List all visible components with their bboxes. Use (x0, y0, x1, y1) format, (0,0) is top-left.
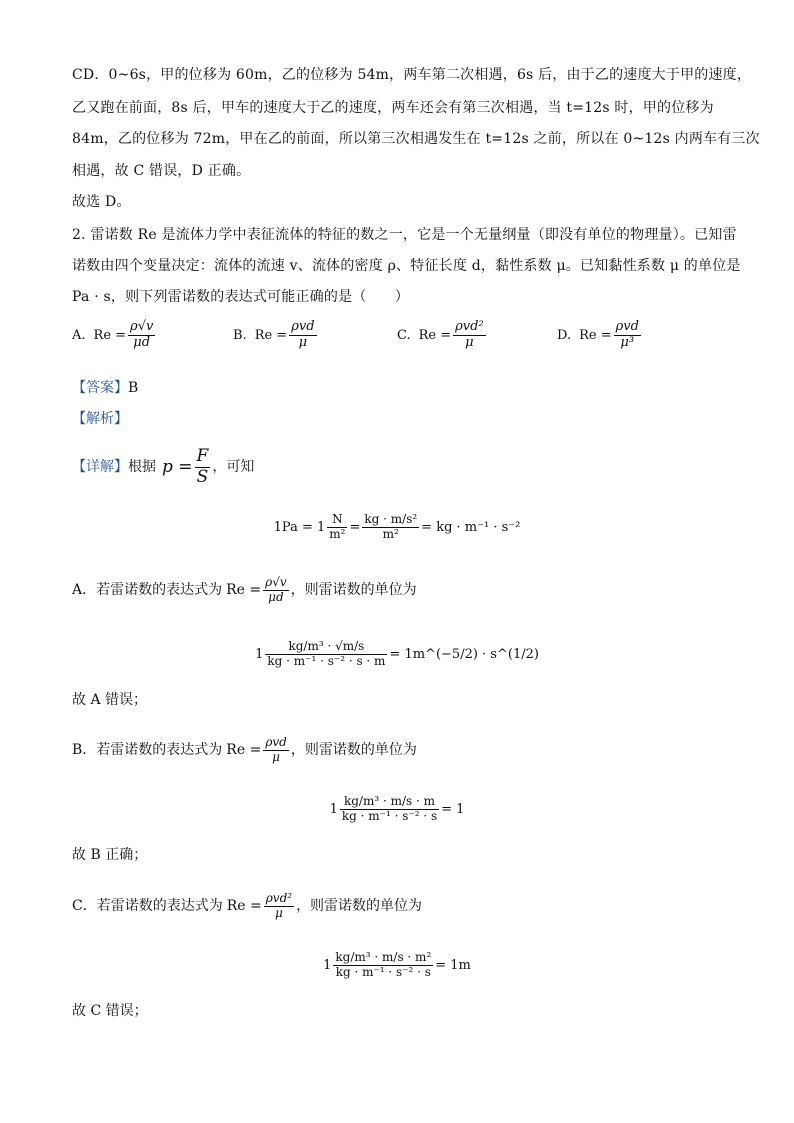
case-a-unit-equation: 1 $\frac{\text{kg/m³ · √m/s}}{\text{kg · m⁻¹ · s⁻² · s · m}}$ = 1m^(−5/2) · s^(1/2) (255, 639, 539, 668)
fraction-numerator: kg/m³ · √m/s (265, 640, 387, 655)
case-b-unit-equation: 1 $\frac{\text{kg/m³ · m/s · m}}{\text{kg · m⁻¹ · s⁻² · s}}$ = 1 (329, 794, 465, 823)
case-b-intro: B．若雷诺数的表达式为 Re = $\frac{\text{ρvd}}{\mu}$ ，则雷诺数的单位为 (72, 735, 417, 764)
fraction-numerator: ρvd (291, 319, 315, 334)
answer-line (72, 381, 138, 395)
case-c-intro: C．若雷诺数的表达式为 Re = $\frac{\text{ρvd²}}{\mu}$ ，则雷诺数的单位为 (72, 891, 423, 920)
fraction-denominator: μ (465, 334, 474, 350)
answer-value: B (128, 380, 139, 396)
fraction-numerator: kg · m/s² (364, 512, 418, 526)
formula-lhs: Re = (93, 327, 127, 343)
case-b-result: 故 B 正确； (72, 847, 148, 863)
formula-lhs: Re = (254, 327, 288, 343)
case-text: ，则雷诺数的单位为 (296, 898, 423, 915)
detail-tag: 【详解】 (72, 459, 128, 476)
analysis-line (72, 412, 128, 426)
detail-line (72, 447, 254, 487)
pressure-lhs: p = (162, 456, 193, 477)
fraction-denominator: S (196, 466, 209, 487)
equation-rhs: = 1m^(−5/2) · s^(1/2) (389, 646, 539, 662)
case-formula-fraction: $\frac{\text{ρvd²}}{\mu}$ (265, 891, 293, 920)
case-c-result: 故 C 错误； (72, 1003, 148, 1019)
conclusion-text: 故选 D。 (72, 194, 131, 210)
equation-lhs: 1Pa = 1 (273, 519, 326, 535)
option-label: D. (557, 327, 572, 343)
option-label: A. (72, 327, 86, 343)
analysis-tag: 【解析】 (72, 411, 128, 427)
equation-fraction (327, 513, 347, 542)
equation-rhs: = 1 (441, 801, 465, 817)
text-line: 乙又跑在前面，8s 后，甲车的速度大于乙的速度，两车还会有第三次相遇，当 t=12s 时，甲的位移为 (72, 100, 714, 116)
option-d (557, 320, 643, 351)
fraction-numerator: ρ√v (130, 319, 154, 334)
fraction-denominator: μd (133, 334, 151, 350)
formula-fraction (289, 320, 316, 351)
case-c-unit-equation: 1 $\frac{\text{kg/m³ · m/s · m²}}{\text{kg · m⁻¹ · s⁻² · s}}$ = 1m (323, 950, 471, 979)
fraction-numerator: ρvd (615, 319, 639, 334)
formula-fraction (453, 320, 486, 351)
formula-fraction (128, 320, 155, 351)
equation-fraction (362, 513, 419, 542)
option-label: C. (397, 327, 411, 343)
pascal-equation: 1Pa = 1 $\frac{N}{\text{m²}}$ = $\frac{\text{kg · m/s²}}{\text{m²}}$ = kg · m⁻¹ · s⁻² (273, 512, 521, 541)
fraction-numerator: ρvd² (455, 319, 484, 334)
option-a (72, 320, 157, 351)
equation-rhs: = 1m (435, 957, 471, 973)
case-text: ，则雷诺数的单位为 (290, 582, 417, 599)
equation-fraction (340, 795, 439, 824)
text-line: 相遇，故 C 错误，D 正确。 (72, 163, 251, 179)
case-text: B．若雷诺数的表达式为 (72, 742, 223, 759)
text-line: 84m，乙的位移为 72m，甲在乙的前面，所以第三次相遇发生在 t=12s 之前，所以在 0~12s 内两车有三次 (72, 131, 760, 147)
case-formula-fraction: $\frac{\rho√v}{\mu d}$ (265, 575, 287, 604)
fraction-numerator: F (196, 446, 209, 466)
option-c (397, 320, 488, 351)
equation-fraction (265, 640, 387, 669)
equation-fraction (333, 951, 433, 980)
fraction-numerator: N (327, 513, 347, 528)
detail-text: ，可知 (212, 459, 255, 476)
text-line: CD．0~6s，甲的位移为 60m，乙的位移为 54m，两车第二次相遇，6s 后，由于乙的速度大于甲的速度， (72, 67, 752, 83)
fraction-denominator: m² (329, 526, 346, 541)
case-text: A．若雷诺数的表达式为 (72, 582, 223, 599)
detail-text: 根据 (128, 459, 156, 476)
case-a-result: 故 A 错误； (72, 692, 148, 708)
fraction-denominator: kg · m⁻¹ · s⁻² · s (335, 964, 431, 979)
formula-lhs: Re = (579, 327, 612, 343)
pressure-fraction (195, 447, 211, 487)
fraction-denominator: μ (298, 334, 308, 350)
formula-fraction (614, 320, 641, 351)
text-line: Pa · s，则下列雷诺数的表达式可能正确的是（ ） (72, 289, 410, 305)
case-a-intro: A．若雷诺数的表达式为 Re = $\frac{\rho√v}{\mu d}$ ，则雷诺数的单位为 (72, 575, 417, 604)
case-text: C．若雷诺数的表达式为 (72, 898, 223, 915)
text-line: 2. 雷诺数 Re 是流体力学中表征流体的特征的数之一，它是一个无量纲量（即没有单位的物理量）。已知雷 (72, 227, 737, 243)
case-text: ，则雷诺数的单位为 (290, 742, 417, 759)
fraction-numerator: kg/m³ · m/s · m (340, 795, 439, 810)
equation-rhs: = kg · m⁻¹ · s⁻² (421, 519, 521, 535)
fraction-denominator: kg · m⁻¹ · s⁻² · s · m (267, 653, 386, 668)
formula-lhs: Re = (418, 327, 452, 343)
answer-tag: 【答案】 (72, 380, 128, 396)
option-b (233, 320, 319, 351)
fraction-denominator: m² (382, 526, 399, 541)
fraction-numerator: kg/m³ · m/s · m² (335, 950, 432, 964)
fraction-denominator: μ³ (620, 334, 635, 350)
fraction-denominator: kg · m⁻¹ · s⁻² · s (341, 808, 438, 823)
case-formula-fraction: $\frac{\text{ρvd}}{\mu}$ (265, 735, 287, 764)
option-label: B. (233, 327, 247, 343)
text-line: 诺数由四个变量决定：流体的流速 v、流体的密度 ρ、特征长度 d，黏性系数 μ。已知黏性系数 μ 的单位是 (72, 258, 741, 274)
